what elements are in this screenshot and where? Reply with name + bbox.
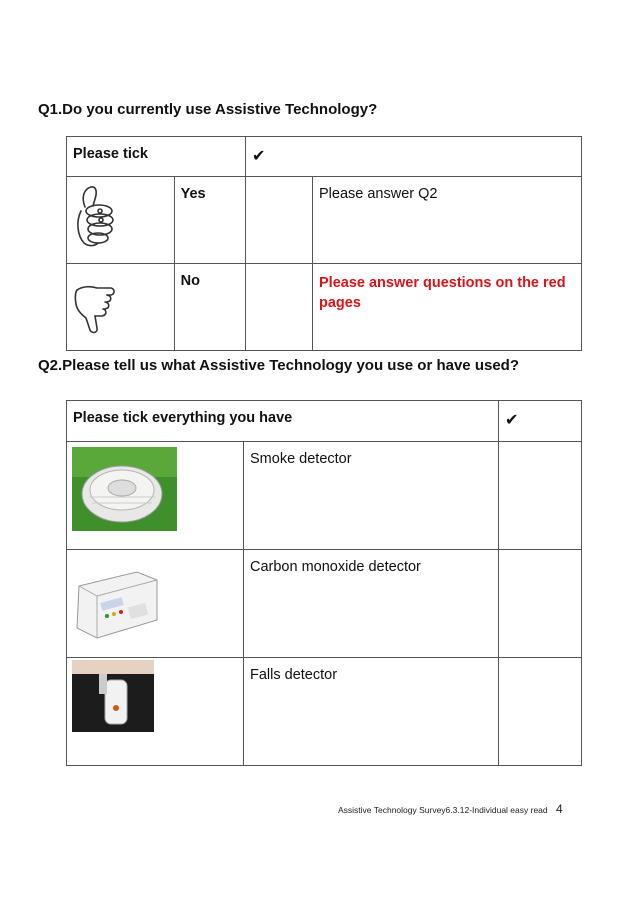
q2-smoke-label: Smoke detector: [244, 442, 499, 550]
q2-title: Q2.Please tell us what Assistive Technology you use or have used?: [38, 357, 519, 374]
q1-no-note: Please answer questions on the red pages: [313, 264, 582, 351]
q1-yes-note: Please answer Q2: [313, 177, 582, 264]
thumbs-up-icon: [67, 177, 167, 253]
q1-no-image-cell: [67, 264, 175, 351]
q2-row-falls: [67, 658, 582, 766]
page-number: 4: [556, 802, 563, 816]
q2-co-label: Carbon monoxide detector: [244, 550, 499, 658]
carbon-monoxide-detector-photo: [67, 550, 243, 648]
q1-no-tick-box[interactable]: [246, 264, 313, 351]
thumbs-down-icon: [67, 264, 167, 340]
q2-table: [66, 400, 582, 766]
q1-table: [66, 136, 582, 351]
falls-detector-photo: [67, 658, 243, 756]
q2-falls-image-cell: [67, 658, 244, 766]
q2-co-image-cell: [67, 550, 244, 658]
q1-row-yes: [67, 177, 582, 264]
q2-header-row: [67, 401, 582, 442]
q2-falls-label: Falls detector: [244, 658, 499, 766]
q1-title: Q1.Do you currently use Assistive Technology?: [38, 101, 378, 118]
q1-header-row: [67, 137, 582, 177]
q2-header-label: Please tick everything you have: [67, 401, 499, 442]
q2-co-tick-box[interactable]: [499, 550, 582, 658]
q1-row-no: [67, 264, 582, 351]
q1-yes-label: Yes: [174, 177, 245, 264]
q1-yes-image-cell: [67, 177, 175, 264]
smoke-detector-photo: [67, 442, 243, 540]
q1-header-label: Please tick: [67, 137, 246, 177]
q2-row-smoke: [67, 442, 582, 550]
q2-smoke-image-cell: [67, 442, 244, 550]
footer-text: Assistive Technology Survey6.3.12-Individual easy read: [338, 805, 548, 815]
q1-yes-tick-box[interactable]: [246, 177, 313, 264]
q2-row-co: [67, 550, 582, 658]
q2-smoke-tick-box[interactable]: [499, 442, 582, 550]
q1-no-label: No: [174, 264, 245, 351]
q2-header-tick: ✔: [499, 401, 582, 442]
q1-header-tick: ✔: [246, 137, 582, 177]
q2-falls-tick-box[interactable]: [499, 658, 582, 766]
